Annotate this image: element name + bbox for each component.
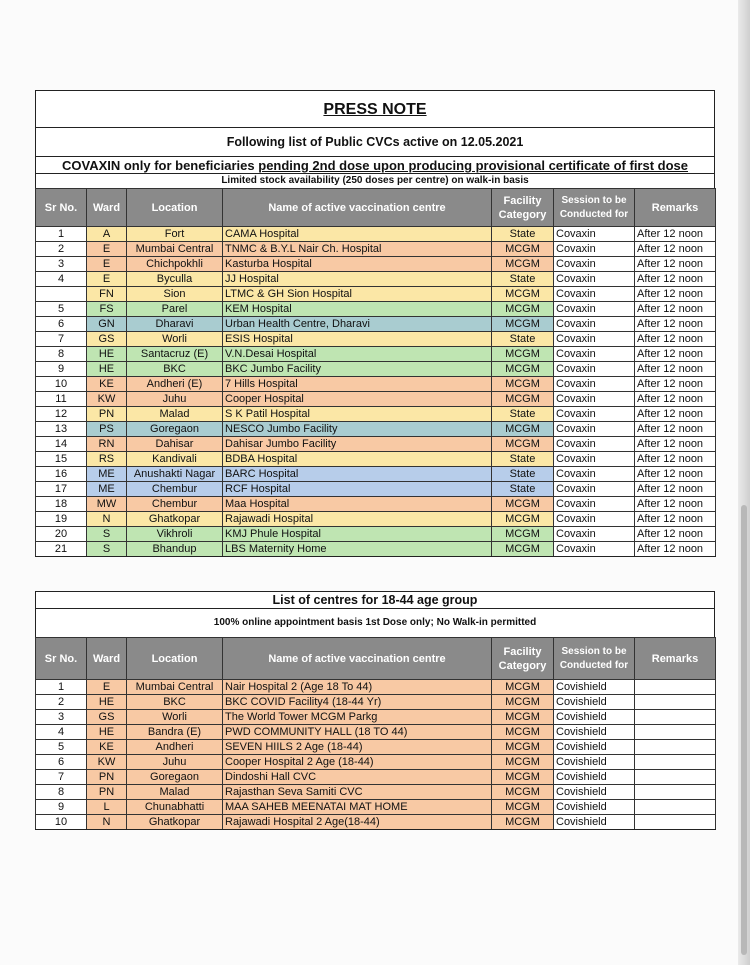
session-cell: Covaxin bbox=[554, 482, 635, 497]
table-row bbox=[36, 407, 716, 422]
location-cell: Worli bbox=[127, 332, 223, 347]
centre-name-cell: MAA SAHEB MEENATAI MAT HOME bbox=[223, 800, 492, 815]
table-row bbox=[36, 740, 716, 755]
table-row bbox=[36, 317, 716, 332]
location-cell: BKC bbox=[127, 362, 223, 377]
session-cell: Covaxin bbox=[554, 377, 635, 392]
session-cell: Covaxin bbox=[554, 512, 635, 527]
facility-cell: MCGM bbox=[492, 740, 554, 755]
location-cell: Santacruz (E) bbox=[127, 347, 223, 362]
ward-cell: HE bbox=[87, 362, 127, 377]
col-remarks: Remarks bbox=[635, 638, 716, 680]
facility-cell: MCGM bbox=[492, 542, 554, 557]
col-sr-no: Sr No. bbox=[36, 638, 87, 680]
session-cell: Covaxin bbox=[554, 332, 635, 347]
sr-no-cell: 17 bbox=[36, 482, 87, 497]
location-cell: Bhandup bbox=[127, 542, 223, 557]
centre-name-cell: SEVEN HIILS 2 Age (18-44) bbox=[223, 740, 492, 755]
table-row bbox=[36, 302, 716, 317]
remarks-cell bbox=[635, 695, 716, 710]
sr-no-cell: 7 bbox=[36, 332, 87, 347]
table-row bbox=[36, 725, 716, 740]
sr-no-cell: 15 bbox=[36, 452, 87, 467]
covaxin-note: COVAXIN only for beneficiaries pending 2nd dose upon producing provisional certificate of first dose bbox=[36, 156, 714, 173]
facility-cell: MCGM bbox=[492, 422, 554, 437]
table-row bbox=[36, 680, 716, 695]
location-cell: Juhu bbox=[127, 755, 223, 770]
session-cell: Covishield bbox=[554, 740, 635, 755]
table-row bbox=[36, 332, 716, 347]
table-row bbox=[36, 272, 716, 287]
location-cell: Sion bbox=[127, 287, 223, 302]
session-cell: Covishield bbox=[554, 770, 635, 785]
ward-cell: E bbox=[87, 257, 127, 272]
location-cell: Dharavi bbox=[127, 317, 223, 332]
remarks-cell bbox=[635, 815, 716, 830]
ward-cell: GS bbox=[87, 710, 127, 725]
location-cell: Andheri (E) bbox=[127, 377, 223, 392]
remarks-cell: After 12 noon bbox=[635, 227, 716, 242]
ward-cell: N bbox=[87, 815, 127, 830]
location-cell: Goregaon bbox=[127, 770, 223, 785]
table-row bbox=[36, 710, 716, 725]
session-cell: Covishield bbox=[554, 755, 635, 770]
session-cell: Covaxin bbox=[554, 527, 635, 542]
facility-cell: MCGM bbox=[492, 695, 554, 710]
sr-no-cell: 16 bbox=[36, 467, 87, 482]
sr-no-cell: 1 bbox=[36, 227, 87, 242]
centre-name-cell: Cooper Hospital bbox=[223, 392, 492, 407]
ward-cell: ME bbox=[87, 467, 127, 482]
location-cell: Goregaon bbox=[127, 422, 223, 437]
facility-cell: MCGM bbox=[492, 257, 554, 272]
ward-cell: E bbox=[87, 272, 127, 287]
session-cell: Covaxin bbox=[554, 287, 635, 302]
table-row bbox=[36, 437, 716, 452]
remarks-cell bbox=[635, 710, 716, 725]
centre-name-cell: Dindoshi Hall CVC bbox=[223, 770, 492, 785]
facility-cell: MCGM bbox=[492, 725, 554, 740]
location-cell: Kandivali bbox=[127, 452, 223, 467]
covaxin-centres-table bbox=[35, 188, 716, 557]
sr-no-cell: 1 bbox=[36, 680, 87, 695]
table-row bbox=[36, 362, 716, 377]
remarks-cell bbox=[635, 800, 716, 815]
ward-cell: KE bbox=[87, 377, 127, 392]
remarks-cell: After 12 noon bbox=[635, 377, 716, 392]
centre-name-cell: Nair Hospital 2 (Age 18 To 44) bbox=[223, 680, 492, 695]
session-cell: Covaxin bbox=[554, 437, 635, 452]
centre-name-cell: JJ Hospital bbox=[223, 272, 492, 287]
cvc-list-subtitle: Following list of Public CVCs active on 12.05.2021 bbox=[36, 127, 714, 156]
table-row bbox=[36, 287, 716, 302]
sr-no-cell: 21 bbox=[36, 542, 87, 557]
sr-no-cell: 9 bbox=[36, 362, 87, 377]
ward-cell: A bbox=[87, 227, 127, 242]
stock-limit-note: Limited stock availability (250 doses per centre) on walk-in basis bbox=[36, 173, 714, 188]
location-cell: Mumbai Central bbox=[127, 680, 223, 695]
facility-cell: MCGM bbox=[492, 527, 554, 542]
session-cell: Covaxin bbox=[554, 302, 635, 317]
location-cell: Anushakti Nagar bbox=[127, 467, 223, 482]
ward-cell: RN bbox=[87, 437, 127, 452]
location-cell: Chichpokhli bbox=[127, 257, 223, 272]
col-sr-no: Sr No. bbox=[36, 189, 87, 227]
table-row bbox=[36, 347, 716, 362]
remarks-cell: After 12 noon bbox=[635, 422, 716, 437]
session-cell: Covaxin bbox=[554, 422, 635, 437]
age-18-44-block bbox=[35, 591, 715, 830]
centre-name-cell: KEM Hospital bbox=[223, 302, 492, 317]
col-ward: Ward bbox=[87, 638, 127, 680]
session-cell: Covaxin bbox=[554, 452, 635, 467]
location-cell: Byculla bbox=[127, 272, 223, 287]
ward-cell: E bbox=[87, 680, 127, 695]
centre-name-cell: BARC Hospital bbox=[223, 467, 492, 482]
ward-cell: KE bbox=[87, 740, 127, 755]
table-row bbox=[36, 377, 716, 392]
remarks-cell: After 12 noon bbox=[635, 287, 716, 302]
session-cell: Covaxin bbox=[554, 392, 635, 407]
facility-cell: MCGM bbox=[492, 755, 554, 770]
remarks-cell: After 12 noon bbox=[635, 392, 716, 407]
press-note-block bbox=[35, 90, 715, 557]
facility-cell: State bbox=[492, 452, 554, 467]
location-cell: Malad bbox=[127, 407, 223, 422]
col-location: Location bbox=[127, 638, 223, 680]
facility-cell: State bbox=[492, 272, 554, 287]
ward-cell: FS bbox=[87, 302, 127, 317]
table-row bbox=[36, 422, 716, 437]
location-cell: Chunabhatti bbox=[127, 800, 223, 815]
table-row bbox=[36, 800, 716, 815]
col-location: Location bbox=[127, 189, 223, 227]
session-cell: Covishield bbox=[554, 800, 635, 815]
facility-cell: MCGM bbox=[492, 512, 554, 527]
ward-cell: KW bbox=[87, 392, 127, 407]
centre-name-cell: RCF Hospital bbox=[223, 482, 492, 497]
table-row bbox=[36, 392, 716, 407]
location-cell: Juhu bbox=[127, 392, 223, 407]
session-cell: Covaxin bbox=[554, 407, 635, 422]
remarks-cell: After 12 noon bbox=[635, 302, 716, 317]
centre-name-cell: S K Patil Hospital bbox=[223, 407, 492, 422]
table-row bbox=[36, 785, 716, 800]
sr-no-cell: 8 bbox=[36, 785, 87, 800]
ward-cell: L bbox=[87, 800, 127, 815]
session-cell: Covishield bbox=[554, 695, 635, 710]
sr-no-cell: 3 bbox=[36, 710, 87, 725]
col-remarks: Remarks bbox=[635, 189, 716, 227]
ward-cell: HE bbox=[87, 695, 127, 710]
sr-no-cell: 2 bbox=[36, 242, 87, 257]
remarks-cell: After 12 noon bbox=[635, 452, 716, 467]
centre-name-cell: LBS Maternity Home bbox=[223, 542, 492, 557]
centre-name-cell: ESIS Hospital bbox=[223, 332, 492, 347]
session-cell: Covaxin bbox=[554, 317, 635, 332]
facility-cell: MCGM bbox=[492, 770, 554, 785]
sr-no-cell: 2 bbox=[36, 695, 87, 710]
facility-cell: State bbox=[492, 482, 554, 497]
remarks-cell bbox=[635, 755, 716, 770]
table-row bbox=[36, 815, 716, 830]
table-row bbox=[36, 770, 716, 785]
table-row bbox=[36, 512, 716, 527]
remarks-cell bbox=[635, 725, 716, 740]
session-cell: Covaxin bbox=[554, 227, 635, 242]
facility-cell: MCGM bbox=[492, 347, 554, 362]
col-centre-name: Name of active vaccination centre bbox=[223, 638, 492, 680]
table-row bbox=[36, 452, 716, 467]
table-row bbox=[36, 482, 716, 497]
sr-no-cell: 4 bbox=[36, 725, 87, 740]
ward-cell: HE bbox=[87, 347, 127, 362]
location-cell: Ghatkopar bbox=[127, 815, 223, 830]
session-cell: Covishield bbox=[554, 680, 635, 695]
table-row bbox=[36, 242, 716, 257]
facility-cell: MCGM bbox=[492, 242, 554, 257]
facility-cell: State bbox=[492, 467, 554, 482]
location-cell: Malad bbox=[127, 785, 223, 800]
sr-no-cell: 13 bbox=[36, 422, 87, 437]
sr-no-cell: 11 bbox=[36, 392, 87, 407]
remarks-cell: After 12 noon bbox=[635, 242, 716, 257]
centre-name-cell: PWD COMMUNITY HALL (18 TO 44) bbox=[223, 725, 492, 740]
ward-cell: PN bbox=[87, 770, 127, 785]
location-cell: Worli bbox=[127, 710, 223, 725]
centre-name-cell: LTMC & GH Sion Hospital bbox=[223, 287, 492, 302]
facility-cell: MCGM bbox=[492, 785, 554, 800]
sr-no-cell bbox=[36, 287, 87, 302]
facility-cell: State bbox=[492, 227, 554, 242]
facility-cell: MCGM bbox=[492, 317, 554, 332]
ward-cell: HE bbox=[87, 725, 127, 740]
location-cell: Chembur bbox=[127, 497, 223, 512]
facility-cell: MCGM bbox=[492, 377, 554, 392]
session-cell: Covaxin bbox=[554, 467, 635, 482]
location-cell: Chembur bbox=[127, 482, 223, 497]
sr-no-cell: 6 bbox=[36, 755, 87, 770]
centre-name-cell: BDBA Hospital bbox=[223, 452, 492, 467]
session-cell: Covaxin bbox=[554, 347, 635, 362]
ward-cell: PS bbox=[87, 422, 127, 437]
session-cell: Covaxin bbox=[554, 542, 635, 557]
facility-cell: MCGM bbox=[492, 392, 554, 407]
centre-name-cell: NESCO Jumbo Facility bbox=[223, 422, 492, 437]
location-cell: Fort bbox=[127, 227, 223, 242]
table-row bbox=[36, 467, 716, 482]
centre-name-cell: BKC Jumbo Facility bbox=[223, 362, 492, 377]
session-cell: Covishield bbox=[554, 725, 635, 740]
online-only-note: 100% online appointment basis 1st Dose only; No Walk-in permitted bbox=[36, 608, 714, 637]
covishield-table-body bbox=[36, 680, 716, 830]
press-note-header bbox=[35, 90, 715, 188]
ward-cell: PN bbox=[87, 785, 127, 800]
ward-cell: GS bbox=[87, 332, 127, 347]
ward-cell: RS bbox=[87, 452, 127, 467]
centre-name-cell: Rajawadi Hospital 2 Age(18-44) bbox=[223, 815, 492, 830]
facility-cell: MCGM bbox=[492, 710, 554, 725]
ward-cell: S bbox=[87, 542, 127, 557]
age-group-header bbox=[35, 591, 715, 637]
scrollbar-thumb[interactable] bbox=[741, 505, 747, 955]
location-cell: Andheri bbox=[127, 740, 223, 755]
session-cell: Covishield bbox=[554, 815, 635, 830]
location-cell: Bandra (E) bbox=[127, 725, 223, 740]
centre-name-cell: TNMC & B.Y.L Nair Ch. Hospital bbox=[223, 242, 492, 257]
remarks-cell: After 12 noon bbox=[635, 497, 716, 512]
table-row bbox=[36, 542, 716, 557]
age-group-title: List of centres for 18-44 age group bbox=[272, 593, 478, 607]
remarks-cell: After 12 noon bbox=[635, 347, 716, 362]
remarks-cell: After 12 noon bbox=[635, 542, 716, 557]
sr-no-cell: 18 bbox=[36, 497, 87, 512]
session-cell: Covaxin bbox=[554, 497, 635, 512]
location-cell: BKC bbox=[127, 695, 223, 710]
sr-no-cell: 19 bbox=[36, 512, 87, 527]
centre-name-cell: BKC COVID Facility4 (18-44 Yr) bbox=[223, 695, 492, 710]
location-cell: Mumbai Central bbox=[127, 242, 223, 257]
centre-name-cell: Maa Hospital bbox=[223, 497, 492, 512]
ward-cell: FN bbox=[87, 287, 127, 302]
sr-no-cell: 7 bbox=[36, 770, 87, 785]
centre-name-cell: Rajasthan Seva Samiti CVC bbox=[223, 785, 492, 800]
facility-cell: MCGM bbox=[492, 437, 554, 452]
location-cell: Dahisar bbox=[127, 437, 223, 452]
remarks-cell: After 12 noon bbox=[635, 332, 716, 347]
facility-cell: MCGM bbox=[492, 815, 554, 830]
session-cell: Covishield bbox=[554, 785, 635, 800]
session-cell: Covaxin bbox=[554, 242, 635, 257]
ward-cell: ME bbox=[87, 482, 127, 497]
table-row bbox=[36, 527, 716, 542]
table-row bbox=[36, 257, 716, 272]
col-centre-name: Name of active vaccination centre bbox=[223, 189, 492, 227]
facility-cell: MCGM bbox=[492, 362, 554, 377]
facility-cell: MCGM bbox=[492, 302, 554, 317]
centre-name-cell: Kasturba Hospital bbox=[223, 257, 492, 272]
sr-no-cell: 3 bbox=[36, 257, 87, 272]
ward-cell: PN bbox=[87, 407, 127, 422]
sr-no-cell: 14 bbox=[36, 437, 87, 452]
ward-cell: KW bbox=[87, 755, 127, 770]
ward-cell: GN bbox=[87, 317, 127, 332]
centre-name-cell: CAMA Hospital bbox=[223, 227, 492, 242]
session-cell: Covaxin bbox=[554, 272, 635, 287]
remarks-cell: After 12 noon bbox=[635, 527, 716, 542]
session-cell: Covishield bbox=[554, 710, 635, 725]
sr-no-cell: 5 bbox=[36, 302, 87, 317]
location-cell: Parel bbox=[127, 302, 223, 317]
centre-name-cell: The World Tower MCGM Parkg bbox=[223, 710, 492, 725]
remarks-cell bbox=[635, 740, 716, 755]
ward-cell: E bbox=[87, 242, 127, 257]
col-facility: Facility Category bbox=[492, 638, 554, 680]
sr-no-cell: 5 bbox=[36, 740, 87, 755]
covishield-centres-table bbox=[35, 637, 716, 830]
sr-no-cell: 9 bbox=[36, 800, 87, 815]
centre-name-cell: Urban Health Centre, Dharavi bbox=[223, 317, 492, 332]
ward-cell: MW bbox=[87, 497, 127, 512]
facility-cell: MCGM bbox=[492, 800, 554, 815]
remarks-cell bbox=[635, 785, 716, 800]
col-session: Session to be Conducted for bbox=[554, 638, 635, 680]
covaxin-table-body bbox=[36, 227, 716, 557]
session-cell: Covaxin bbox=[554, 257, 635, 272]
remarks-cell: After 12 noon bbox=[635, 362, 716, 377]
table-row bbox=[36, 227, 716, 242]
col-session: Session to be Conducted for bbox=[554, 189, 635, 227]
centre-name-cell: 7 Hills Hospital bbox=[223, 377, 492, 392]
col-ward: Ward bbox=[87, 189, 127, 227]
remarks-cell bbox=[635, 680, 716, 695]
facility-cell: State bbox=[492, 407, 554, 422]
session-cell: Covaxin bbox=[554, 362, 635, 377]
remarks-cell: After 12 noon bbox=[635, 482, 716, 497]
facility-cell: MCGM bbox=[492, 497, 554, 512]
facility-cell: MCGM bbox=[492, 287, 554, 302]
centre-name-cell: Dahisar Jumbo Facility bbox=[223, 437, 492, 452]
location-cell: Ghatkopar bbox=[127, 512, 223, 527]
facility-cell: State bbox=[492, 332, 554, 347]
table-row bbox=[36, 695, 716, 710]
table-row bbox=[36, 497, 716, 512]
table-row bbox=[36, 755, 716, 770]
remarks-cell: After 12 noon bbox=[635, 257, 716, 272]
centre-name-cell: Rajawadi Hospital bbox=[223, 512, 492, 527]
centre-name-cell: Cooper Hospital 2 Age (18-44) bbox=[223, 755, 492, 770]
remarks-cell: After 12 noon bbox=[635, 272, 716, 287]
sr-no-cell: 4 bbox=[36, 272, 87, 287]
table-header-row bbox=[36, 189, 716, 227]
remarks-cell: After 12 noon bbox=[635, 512, 716, 527]
ward-cell: N bbox=[87, 512, 127, 527]
centre-name-cell: KMJ Phule Hospital bbox=[223, 527, 492, 542]
remarks-cell: After 12 noon bbox=[635, 317, 716, 332]
ward-cell: S bbox=[87, 527, 127, 542]
remarks-cell: After 12 noon bbox=[635, 437, 716, 452]
remarks-cell bbox=[635, 770, 716, 785]
centre-name-cell: V.N.Desai Hospital bbox=[223, 347, 492, 362]
sr-no-cell: 12 bbox=[36, 407, 87, 422]
facility-cell: MCGM bbox=[492, 680, 554, 695]
sr-no-cell: 8 bbox=[36, 347, 87, 362]
col-facility: Facility Category bbox=[492, 189, 554, 227]
sr-no-cell: 10 bbox=[36, 815, 87, 830]
remarks-cell: After 12 noon bbox=[635, 407, 716, 422]
location-cell: Vikhroli bbox=[127, 527, 223, 542]
sr-no-cell: 6 bbox=[36, 317, 87, 332]
sr-no-cell: 20 bbox=[36, 527, 87, 542]
sr-no-cell: 10 bbox=[36, 377, 87, 392]
remarks-cell: After 12 noon bbox=[635, 467, 716, 482]
table-header-row bbox=[36, 638, 716, 680]
press-note-title: PRESS NOTE bbox=[323, 101, 427, 118]
